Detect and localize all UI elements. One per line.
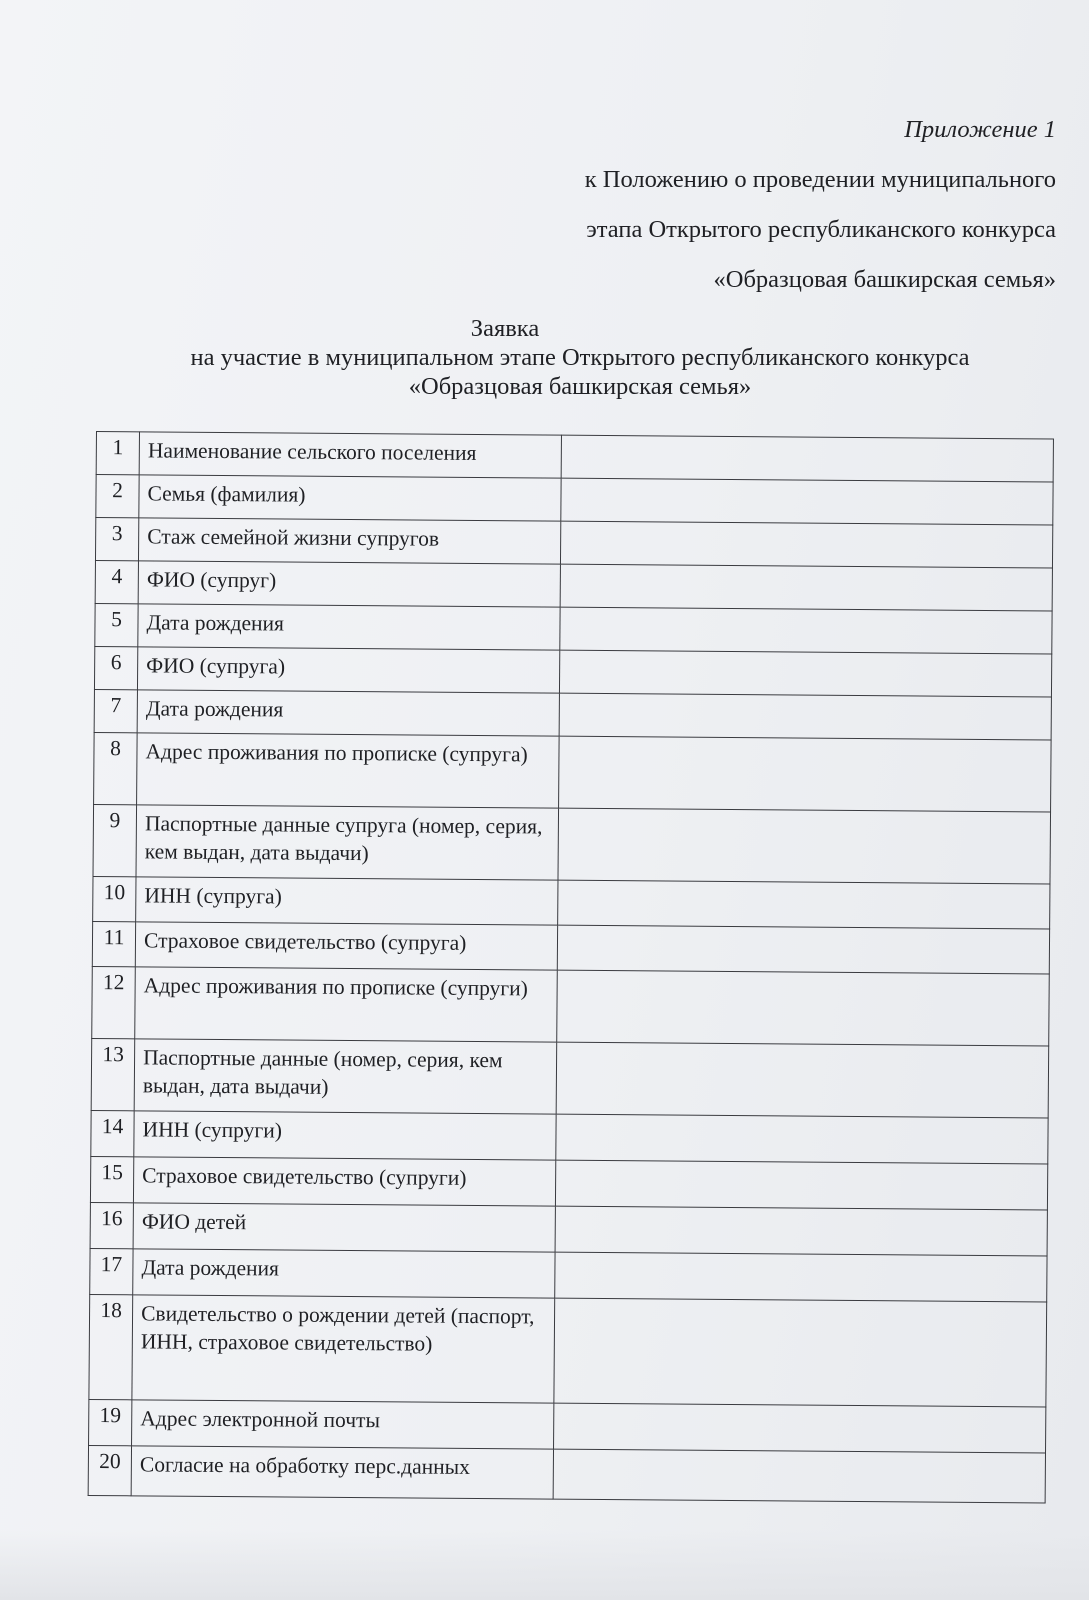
row-label: Адрес проживания по прописке (супруга) <box>137 733 559 808</box>
application-form-table <box>88 431 1054 1503</box>
row-number: 9 <box>93 804 137 876</box>
table-row <box>88 1445 1045 1503</box>
row-label: Семья (фамилия) <box>139 475 561 521</box>
row-number: 19 <box>89 1399 132 1445</box>
row-label: Свидетельство о рождении детей (паспорт, ИНН, страховое свидетельство) <box>132 1295 555 1403</box>
row-number: 5 <box>95 603 138 646</box>
row-number: 14 <box>91 1110 134 1156</box>
row-number: 20 <box>88 1445 131 1495</box>
row-number: 11 <box>92 921 135 966</box>
table-row <box>95 518 1052 569</box>
row-number: 13 <box>91 1038 135 1110</box>
annex-line-1: к Положению о проведении муниципального <box>584 166 1056 193</box>
row-number: 17 <box>90 1248 133 1294</box>
row-value-field[interactable] <box>559 693 1051 740</box>
row-value-field[interactable] <box>558 880 1050 929</box>
row-number: 4 <box>95 560 138 603</box>
application-subtitle-2: «Образцовая башкирская семья» <box>408 373 752 400</box>
table-row <box>90 1202 1047 1256</box>
row-label: Дата рождения <box>137 690 559 736</box>
row-number: 18 <box>89 1294 133 1399</box>
row-value-field[interactable] <box>560 521 1052 568</box>
annex-line-3: «Образцовая башкирская семья» <box>713 266 1056 293</box>
row-value-field[interactable] <box>557 970 1050 1046</box>
row-label: Стаж семейной жизни супругов <box>139 518 561 564</box>
row-label: Наименование сельского поселения <box>139 432 561 478</box>
table-row <box>91 1038 1049 1118</box>
table-row <box>94 646 1051 697</box>
row-label: ИНН (супруга) <box>136 877 558 925</box>
table-row <box>96 475 1053 526</box>
row-number: 1 <box>96 432 139 475</box>
annex-block <box>496 105 1056 305</box>
row-value-field[interactable] <box>553 1449 1045 1503</box>
table-row <box>90 1248 1047 1302</box>
table-row <box>92 921 1049 974</box>
page-shadow <box>0 1530 1089 1600</box>
application-heading <box>140 314 1020 401</box>
table-row <box>95 560 1052 611</box>
application-subtitle-1: на участие в муниципальном этапе Открытого республиканского конкурса <box>190 344 970 371</box>
row-value-field[interactable] <box>555 1252 1047 1302</box>
row-value-field[interactable] <box>560 607 1052 654</box>
row-number: 6 <box>94 646 137 689</box>
row-label: Согласие на обработку перс.данных <box>131 1446 553 1499</box>
row-value-field[interactable] <box>558 808 1051 884</box>
table-row <box>96 432 1053 483</box>
row-number: 2 <box>96 475 139 518</box>
row-label: Дата рождения <box>133 1249 555 1298</box>
row-value-field[interactable] <box>556 1042 1049 1118</box>
table-row <box>94 732 1052 812</box>
row-label: ИНН (супруги) <box>134 1111 556 1160</box>
row-number: 7 <box>94 689 137 732</box>
table-row <box>93 876 1050 929</box>
row-number: 12 <box>92 966 136 1038</box>
row-number: 8 <box>94 732 138 804</box>
row-value-field[interactable] <box>559 736 1052 812</box>
table-row <box>95 603 1052 654</box>
row-value-field[interactable] <box>555 1206 1047 1256</box>
row-value-field[interactable] <box>554 1298 1047 1407</box>
table-row <box>93 804 1051 884</box>
row-number: 16 <box>90 1202 133 1248</box>
row-value-field[interactable] <box>556 1114 1048 1164</box>
row-number: 10 <box>93 876 136 921</box>
row-value-field[interactable] <box>555 1160 1047 1210</box>
row-label: Адрес электронной почты <box>132 1400 554 1449</box>
row-value-field[interactable] <box>557 925 1049 974</box>
row-label: Дата рождения <box>138 604 560 650</box>
row-label: Страховое свидетельство (супруга) <box>135 922 557 970</box>
table-row <box>91 1110 1048 1164</box>
row-label: ФИО детей <box>133 1203 555 1252</box>
row-value-field[interactable] <box>561 435 1053 482</box>
annex-title: Приложение 1 <box>904 116 1056 143</box>
application-title: Заявка <box>470 315 540 342</box>
row-label: ФИО (супруг) <box>138 561 560 607</box>
table-row <box>94 689 1051 740</box>
row-label: Страховое свидетельство (супруги) <box>134 1157 556 1206</box>
table-row <box>89 1399 1046 1453</box>
row-value-field[interactable] <box>561 478 1053 525</box>
table-row <box>89 1294 1047 1407</box>
row-label: ФИО (супруга) <box>138 647 560 693</box>
row-number: 3 <box>95 518 138 561</box>
row-label: Паспортные данные супруга (номер, серия, кем выдан, дата выдачи) <box>136 805 558 880</box>
table-row <box>92 966 1050 1046</box>
row-value-field[interactable] <box>560 564 1052 611</box>
row-label: Адрес проживания по прописке (супруги) <box>135 967 557 1042</box>
row-number: 15 <box>90 1156 133 1202</box>
annex-line-2: этапа Открытого республиканского конкурса <box>586 216 1056 243</box>
row-value-field[interactable] <box>553 1403 1045 1453</box>
row-value-field[interactable] <box>559 650 1051 697</box>
row-label: Паспортные данные (номер, серия, кем выдан, дата выдачи) <box>134 1039 556 1114</box>
table-row <box>90 1156 1047 1210</box>
